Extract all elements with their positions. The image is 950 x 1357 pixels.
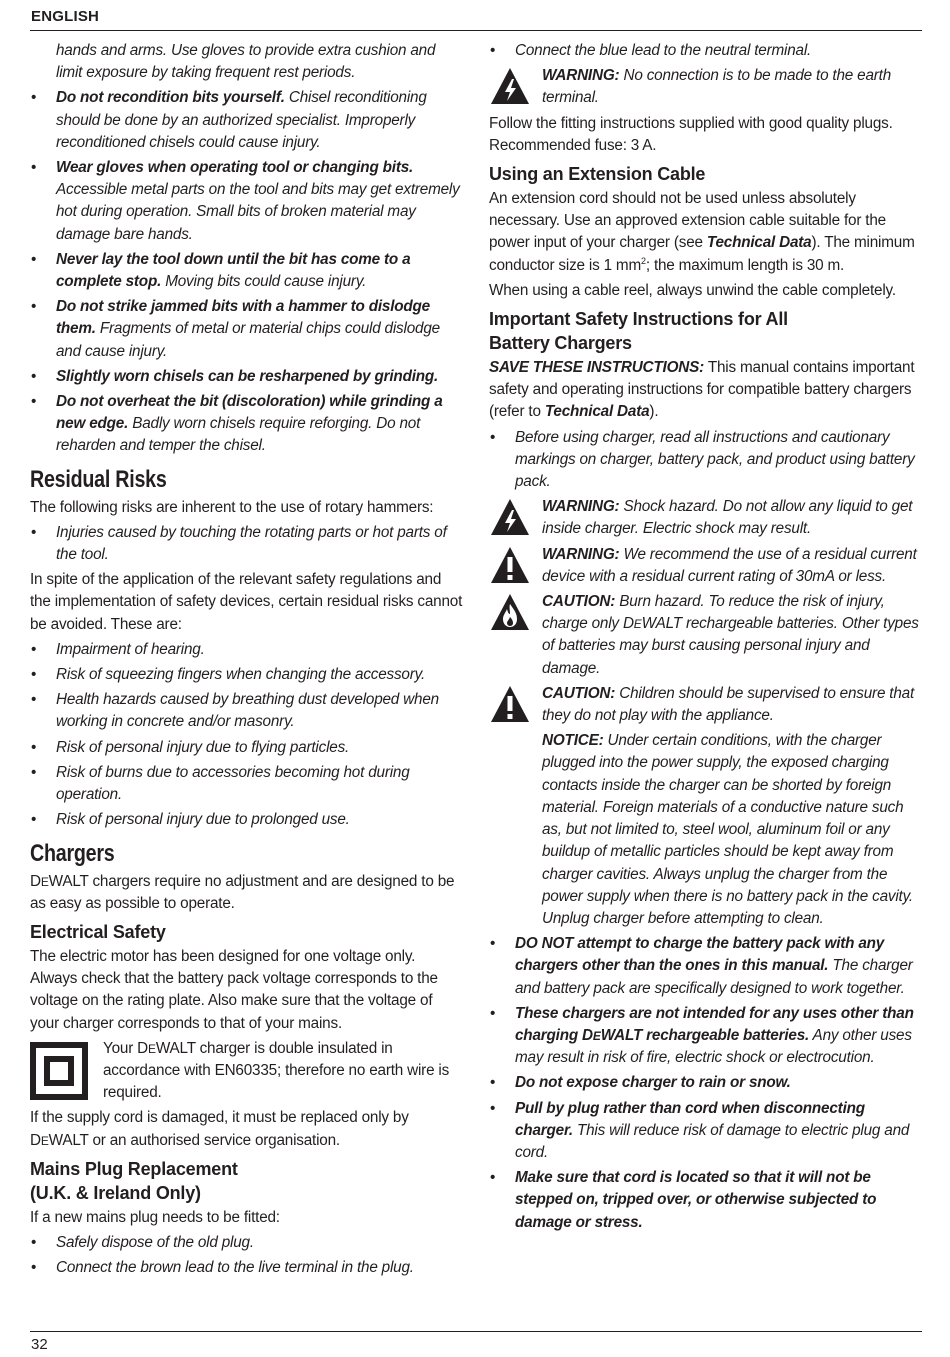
list-item: • Do not recondition bits yourself. Chisel reconditioning should be done by an authorized specialist. Improperly reconditioned chisels could cause injury. [30,87,464,154]
bit-safety-list [30,87,464,457]
damaged-cord-paragraph: If the supply cord is damaged, it must be replaced only by DEWALT or an authorised service organisation. [30,1109,409,1149]
list-item: • Do not strike jammed bits with a hammer to dislodge them. Fragments of metal or material chips could dislodge and cause injury. [30,296,464,363]
mains-plug-list [30,1232,464,1279]
list-item: • Pull by plug rather than cord when disconnecting charger. This will reduce risk of damage to electric plug and cord. [489,1098,921,1165]
list-item: • Risk of burns due to accessories becoming hot during operation. [30,762,464,806]
section-title-chargers: Chargers [30,839,115,867]
brand-d: D [30,872,41,890]
list-item: • Injuries caused by touching the rotating parts or hot parts of the tool. [30,522,464,566]
subsection-title-electrical-safety: Electrical Safety [30,921,166,942]
brand-rest: WALT [48,872,89,890]
footer-rule [30,1331,922,1332]
residual-paragraph: In spite of the application of the relevant safety regulations and the implementation of safety devices, certain residual risks cannot be avoided. These are: [30,571,463,633]
subsection-title-mains-plug: Mains Plug Replacement (U.K. & Ireland Only) [30,1158,238,1203]
warning-earth: WARNING: No connection is to be made to the earth terminal. [489,65,921,109]
list-item: • Safely dispose of the old plug. [30,1232,464,1254]
list-item: • Risk of personal injury due to prolonged use. [30,809,464,831]
chargers-intro: DEWALT chargers require no adjustment and are designed to be as easy as possible to operate. [30,872,455,912]
brand-e: E [40,874,49,889]
list-item: • Do not expose charger to rain or snow. [489,1072,921,1094]
list-item: • Risk of squeezing fingers when changing the accessory. [30,664,464,686]
page-number: 32 [31,1336,48,1353]
residual-injury-list [30,522,464,566]
residual-intro: The following risks are inherent to the use of rotary hammers: [30,498,434,516]
list-item: • Impairment of hearing. [30,639,464,661]
mains-intro: If a new mains plug needs to be fitted: [30,1208,280,1226]
mains-plug-list-continued [489,40,921,62]
caution-burn: CAUTION: Burn hazard. To reduce the risk of injury, charge only DEWALT rechargeable batteries. Other types of batteries may burst causing personal injury and damage. [489,591,921,680]
exclamation-warning-icon [489,545,531,585]
electrical-paragraph: The electric motor has been designed for one voltage only. Always check that the battery pack voltage corresponds to the voltage on the rating plate. Also make sure that the voltage of your charger corresponds to that of your mains. [30,947,438,1032]
list-item: • Do not overheat the bit (discoloration) while grinding a new edge. Badly worn chisels require reforging. Do not reharden and temper the chisel. [30,391,464,458]
list-item: • These chargers are not intended for any uses other than charging DEWALT rechargeable batteries. Any other uses may result in risk of fire, electric shock or electrocution. [489,1003,921,1070]
subsection-title-important-safety: Important Safety Instructions for All Battery Chargers [489,309,788,354]
save-instructions-paragraph: SAVE THESE INSTRUCTIONS: This manual contains important safety and operating instructions for compatible battery chargers (refer to Technical Data). [489,359,915,421]
header-language: ENGLISH [31,8,100,25]
list-item: • Connect the blue lead to the neutral terminal. [489,40,921,62]
double-insulation-icon [30,1042,88,1100]
intro-continuation: hands and arms. Use gloves to provide extra cushion and limit exposure by taking frequent rest periods. [56,42,436,82]
cable-reel-paragraph: When using a cable reel, always unwind the cable completely. [489,281,896,299]
list-item: • DO NOT attempt to charge the battery pack with any chargers other than the ones in this manual. The charger and battery pack are specifically designed to work together. [489,933,921,1000]
list-item: • Risk of personal injury due to flying particles. [30,737,464,759]
before-using-list [489,427,921,494]
warning-residual-current: WARNING: We recommend the use of a residual current device with a residual current rating of 30mA or less. [489,544,921,588]
electric-shock-warning-icon [489,497,531,537]
fire-hazard-icon [489,592,531,632]
section-title-residual-risks: Residual Risks [30,465,167,493]
left-column [30,40,464,1282]
double-insulation-note: Your DEWALT charger is double insulated in accordance with EN60335; therefore no earth wire is required. [30,1038,464,1105]
list-item: • Health hazards caused by breathing dust developed when working in concrete and/or masonry. [30,689,464,733]
warning-shock: WARNING: Shock hazard. Do not allow any liquid to get inside charger. Electric shock may result. [489,496,921,540]
fitting-paragraph: Follow the fitting instructions supplied with good quality plugs. Recommended fuse: 3 A. [489,114,893,154]
list-item: • Before using charger, read all instructions and cautionary markings on charger, battery pack, and product using battery pack. [489,427,921,494]
list-item: • Slightly worn chisels can be resharpened by grinding. [30,366,464,388]
notice-paragraph: NOTICE: Under certain conditions, with the charger plugged into the power supply, the exposed charging contacts inside the charger can be shorted by foreign material. Foreign materials of a conductive nature such as, but not limited to, steel wool, aluminum foil or any buildup of metallic particles should be kept away from charger cavities. Always unplug the charger from the power supply when there is no battery pack in the cavity. Unplug charger before attempting to clean. [542,732,913,927]
residual-risk-list [30,639,464,832]
charger-safety-list [489,933,921,1234]
list-item: • Connect the brown lead to the live terminal in the plug. [30,1257,464,1279]
header-rule [30,30,922,31]
electric-shock-warning-icon [489,66,531,106]
list-item: • Never lay the tool down until the bit has come to a complete stop. Moving bits could cause injury. [30,249,464,293]
caution-children: CAUTION: Children should be supervised to ensure that they do not play with the appliance. [489,683,921,727]
extension-paragraph: An extension cord should not be used unless absolutely necessary. Use an approved extension cable suitable for the power input of your charger (see Technical Data). The minimum conductor size is 1 $mm^2$; the maximum length is 30 m. [489,190,915,274]
subsection-title-extension-cable: Using an Extension Cable [489,164,706,185]
list-item: • Wear gloves when operating tool or changing bits. Accessible metal parts on the tool and bits may get extremely hot during operation. Small bits of broken material may damage bare hands. [30,157,464,246]
right-column [489,40,921,1237]
list-item: • Make sure that cord is located so that it will not be stepped on, tripped over, or otherwise subjected to damage or stress. [489,1167,921,1234]
exclamation-warning-icon [489,684,531,724]
